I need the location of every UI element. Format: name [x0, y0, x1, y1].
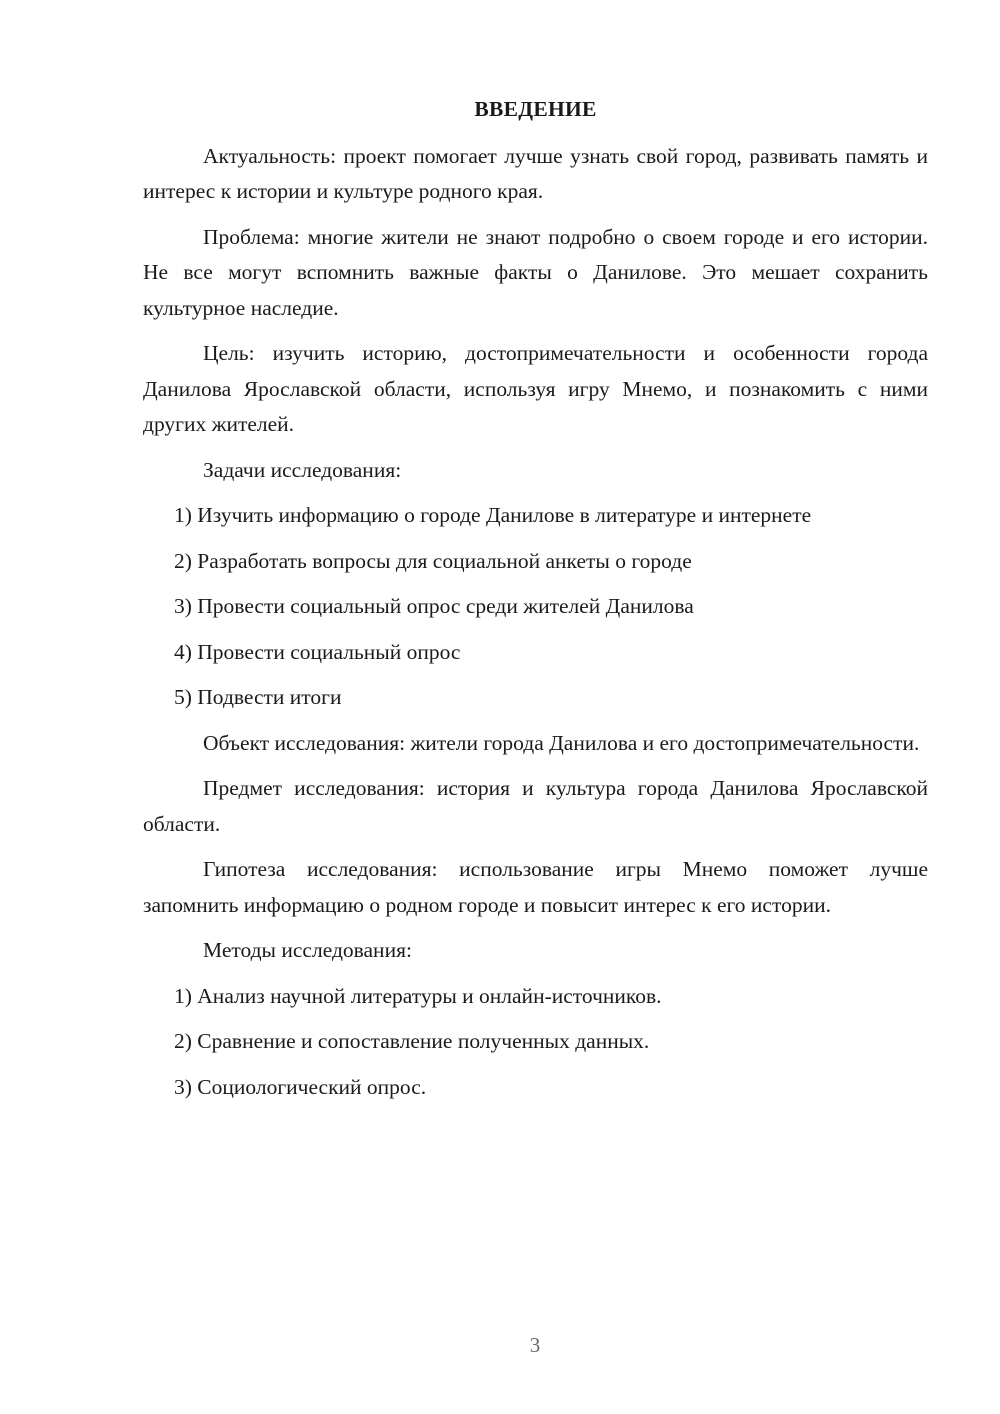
- list-item: 1) Изучить информацию о городе Данилове в литературе и интернете: [174, 503, 812, 527]
- list-item: 3) Социологический опрос.: [174, 1074, 427, 1099]
- list-item: 2) Разработать вопросы для социальной анкеты о городе: [174, 548, 692, 573]
- list-item: 1) Анализ научной литературы и онлайн-источников.: [174, 983, 662, 1008]
- hypothesis-paragraph: Гипотеза исследования: использование игры Мнемо поможет лучше запомнить информацию о родном городе и повысит интерес к его истории.: [143, 857, 928, 917]
- tasks-heading: Задачи исследования:: [203, 457, 402, 482]
- list-item: 2) Сравнение и сопоставление полученных данных.: [174, 1029, 650, 1053]
- document-page: [143, 92, 928, 1115]
- problem-paragraph: Проблема: многие жители не знают подробно о своем городе и его истории. Не все могут вспомнить важные факты о Данилове. Это мешает сохранить культурное наследие.: [143, 224, 928, 320]
- section-title: ВВЕДЕНИЕ: [474, 97, 597, 121]
- list-item: 3) Провести социальный опрос среди жителей Данилова: [174, 594, 694, 618]
- subject-paragraph: Предмет исследования: история и культура города Данилова Ярославской области.: [143, 776, 928, 836]
- page-number: 3: [529, 1333, 541, 1357]
- list-item: 4) Провести социальный опрос: [174, 639, 461, 664]
- goal-paragraph: Цель: изучить историю, достопримечательности и особенности города Данилова Ярославской области, используя игру Мнемо, и познакомить с ними других жителей.: [143, 341, 928, 436]
- tasks-list: [143, 498, 928, 716]
- list-item: 5) Подвести итоги: [174, 685, 342, 709]
- methods-list: [143, 979, 928, 1106]
- object-paragraph: Объект исследования: жители города Данилова и его достопримечательности.: [203, 730, 920, 755]
- methods-heading: Методы исследования:: [203, 938, 412, 962]
- relevance-paragraph: Актуальность: проект помогает лучше узнать свой город, развивать память и интерес к истории и культуре родного края.: [143, 143, 928, 203]
